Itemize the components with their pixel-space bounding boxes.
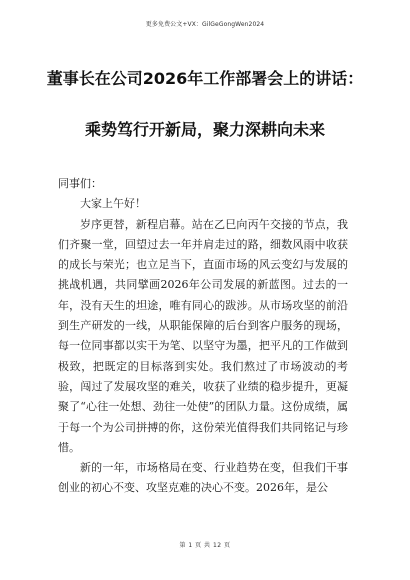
document-body <box>58 174 348 499</box>
document-title: 董事长在公司2026年工作部署会上的讲话： <box>46 69 364 88</box>
body-paragraph-2: 新的一年，市场格局在变、行业趋势在变，但我们干事创业的初心不变、攻坚克难的决心不变。2026年，是公 <box>58 461 348 495</box>
document-subtitle: 乘势笃行开新局，聚力深耕向未来 <box>84 120 325 139</box>
page-number: 第 1 页 共 12 页 <box>179 542 231 549</box>
greeting: 大家上午好！ <box>80 197 146 211</box>
salutation: 同事们： <box>58 177 102 190</box>
body-paragraph-1: 岁序更替，新程启幕。站在乙巳向丙午交接的节点，我们齐聚一堂，回望过去一年并肩走过的路，细数风雨中收获的成长与荣光；也立足当下，直面市场的风云变幻与发展的挑战机遇，共同擘画2026年公司发展的新蓝图。过去的一年，没有天生的坦途，唯有同心的跋涉。从市场攻坚的前沿到生产研发的一线，从职能保障的后台到客户服务的现场，每一位同事都以实干为笔、以坚守为墨，把平凡的工作做到极致，把既定的目标落到实处。我们熬过了市场波动的考验，闯过了发展攻坚的难关，收获了业绩的稳步提升，更凝聚了“心往一处想、劲往一处使”的团队力量。这份成绩，属于每一个为公司拼搏的你，这份荣光值得我们共同铭记与珍惜。 <box>58 217 348 454</box>
page-header: 更多免费公文+VX：GilGeGongWen2024 <box>145 21 265 28</box>
